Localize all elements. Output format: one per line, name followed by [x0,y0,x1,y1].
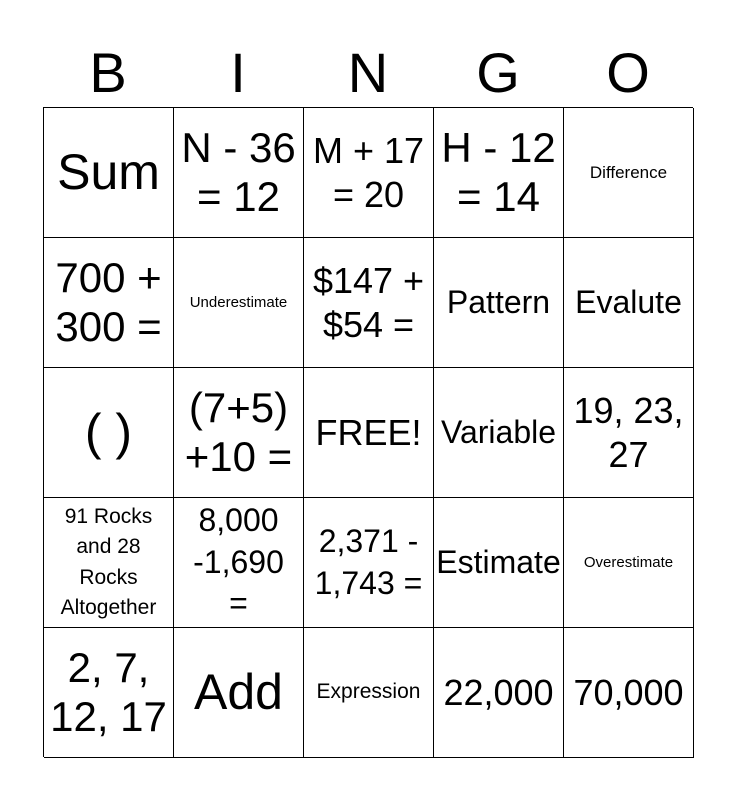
bingo-cell-i1: N - 36 = 12 [174,108,304,238]
bingo-board [43,107,693,757]
header-letter-b: B [89,41,127,104]
bingo-cell-n4: 2,371 - 1,743 = [304,498,434,628]
bingo-cell-n2: $147 + $54 = [304,238,434,368]
bingo-cell-n1: M + 17 = 20 [304,108,434,238]
bingo-cell-b1: Sum [44,108,174,238]
bingo-cell-b5: 2, 7, 12, 17 [44,628,174,758]
bingo-cell-g4: Estimate [434,498,564,628]
bingo-cell-o5: 70,000 [564,628,694,758]
header-letter-g: G [476,41,520,104]
header-letter-n: N [347,41,389,104]
bingo-cell-i3: (7+5) +10 = [174,368,304,498]
bingo-cell-i4: 8,000 -1,690 = [174,498,304,628]
bingo-cell-n5: Expression [304,628,434,758]
bingo-cell-b3: ( ) [44,368,174,498]
bingo-header [43,40,693,106]
bingo-cell-g5: 22,000 [434,628,564,758]
bingo-cell-o1: Difference [564,108,694,238]
bingo-cell-i2: Underestimate [174,238,304,368]
bingo-cell-b2: 700 + 300 = [44,238,174,368]
header-letter-i: I [230,41,246,104]
bingo-cell-i5: Add [174,628,304,758]
bingo-cell-g2: Pattern [434,238,564,368]
bingo-cell-n3: FREE! [304,368,434,498]
bingo-cell-o2: Evalute [564,238,694,368]
header-letter-o: O [606,41,650,104]
bingo-cell-o4: Overestimate [564,498,694,628]
bingo-cell-g3: Variable [434,368,564,498]
bingo-cell-o3: 19, 23, 27 [564,368,694,498]
bingo-cell-b4: 91 Rocks and 28 Rocks Altogether [44,498,174,628]
bingo-cell-g1: H - 12 = 14 [434,108,564,238]
